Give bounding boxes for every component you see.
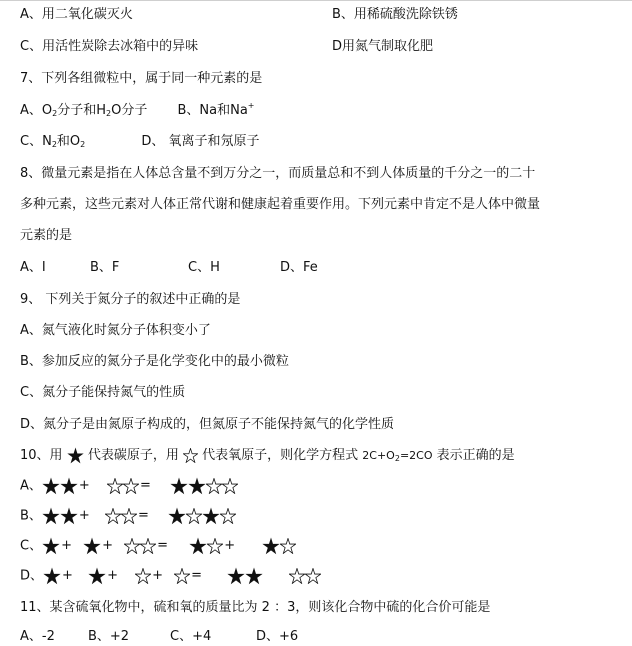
q11-stem: 11、某含硫氧化物中，硫和氧的质量比为 2 ：3，则该化合物中硫的化合价可能是 bbox=[20, 600, 491, 615]
q11-options bbox=[20, 628, 298, 646]
filled-star-icon bbox=[60, 507, 78, 525]
filled-star-icon bbox=[188, 477, 206, 495]
hollow-star-icon bbox=[207, 538, 223, 554]
hollow-star-icon bbox=[140, 538, 156, 554]
q7-stem: 7、下列各组微粒中，属于同一种元素的是 bbox=[20, 71, 263, 86]
q6-option-c: C、用活性炭除去冰箱中的异味 bbox=[20, 39, 199, 54]
q6-option-b: B、用稀硫酸洗除铁锈 bbox=[332, 7, 458, 22]
q10-option-b: B、 + = bbox=[20, 504, 236, 529]
filled-star-icon bbox=[42, 537, 60, 555]
filled-star-icon bbox=[245, 567, 263, 585]
filled-star-icon bbox=[42, 507, 60, 525]
filled-star-icon bbox=[83, 537, 101, 555]
filled-star-icon bbox=[227, 567, 245, 585]
q11-option-a: A、-2 bbox=[20, 629, 55, 644]
filled-star-icon bbox=[168, 507, 186, 525]
q10-option-c: C、 + + = + bbox=[20, 534, 296, 559]
hollow-star-icon bbox=[280, 538, 296, 554]
q10-option-a: A、 + = bbox=[20, 474, 238, 499]
filled-star-icon bbox=[67, 447, 84, 464]
filled-star-icon bbox=[42, 477, 60, 495]
hollow-star-icon bbox=[220, 508, 236, 524]
q11-option-b: B、+2 bbox=[88, 629, 130, 644]
page-top-border bbox=[0, 0, 632, 1]
hollow-star-icon bbox=[124, 538, 140, 554]
q9-stem: 9、 下列关于氮分子的叙述中正确的是 bbox=[20, 292, 241, 307]
filled-star-icon bbox=[170, 477, 188, 495]
filled-star-icon bbox=[43, 567, 61, 585]
q11-option-c: C、+4 bbox=[170, 629, 212, 644]
filled-star-icon bbox=[88, 567, 106, 585]
hollow-star-icon bbox=[183, 448, 198, 463]
filled-star-icon bbox=[262, 537, 280, 555]
q8-option-b: B、F bbox=[90, 260, 120, 275]
q8-stem-line2: 多种元素，这些元素对人体正常代谢和健康起着重要作用。下列元素中肯定不是人体中微量 bbox=[20, 197, 541, 212]
q6-option-d: D用氮气制取化肥 bbox=[332, 39, 434, 54]
hollow-star-icon bbox=[206, 478, 222, 494]
hollow-star-icon bbox=[289, 568, 305, 584]
hollow-star-icon bbox=[123, 478, 139, 494]
q10-option-d: D、 + + + = bbox=[20, 564, 321, 589]
q9-option-b: B、参加反应的氮分子是化学变化中的最小微粒 bbox=[20, 354, 289, 369]
q8-stem-line1: 8、微量元素是指在人体总含量不到万分之一，而质量总和不到人体质量的千分之一的二十 bbox=[20, 166, 536, 181]
q11-option-d: D、+6 bbox=[256, 629, 299, 644]
hollow-star-icon bbox=[107, 478, 123, 494]
chemical-equation: $2C+O_2=2CO$ bbox=[362, 449, 433, 463]
q6-option-a: A、用二氧化碳灭火 bbox=[20, 7, 133, 22]
hollow-star-icon bbox=[305, 568, 321, 584]
filled-star-icon bbox=[60, 477, 78, 495]
q9-option-a: A、氮气液化时氮分子体积变小了 bbox=[20, 323, 211, 338]
q8-options bbox=[20, 259, 318, 277]
q9-option-c: C、氮分子能保持氮气的性质 bbox=[20, 385, 186, 400]
q9-option-d: D、氮分子是由氮原子构成的，但氮原子不能保持氮气的化学性质 bbox=[20, 417, 395, 432]
hollow-star-icon bbox=[135, 568, 151, 584]
q7-option-b: B、Na和Na+ bbox=[177, 101, 255, 118]
hollow-star-icon bbox=[105, 508, 121, 524]
q7-option-d: D、 氧离子和氖原子 bbox=[141, 134, 260, 149]
q8-stem-line3: 元素的是 bbox=[20, 228, 73, 243]
q8-option-a: A、I bbox=[20, 260, 46, 275]
hollow-star-icon bbox=[222, 478, 238, 494]
q8-option-c: C、H bbox=[188, 260, 220, 275]
filled-star-icon bbox=[189, 537, 207, 555]
q7-options-cd bbox=[20, 133, 260, 151]
filled-star-icon bbox=[202, 507, 220, 525]
q8-option-d: D、Fe bbox=[280, 260, 318, 275]
hollow-star-icon bbox=[186, 508, 202, 524]
q7-option-c: C、$N_2$和$O_2$ bbox=[20, 134, 86, 149]
hollow-star-icon bbox=[174, 568, 190, 584]
q10-stem: 10、用 代表碳原子，用 代表氧原子，则化学方程式 $2C+O_2=2CO$ 表示正确的是 bbox=[20, 448, 515, 463]
q7-options-ab bbox=[20, 102, 255, 120]
q7-option-a: A、$O_2$分子和$H_2O$分子 bbox=[20, 103, 148, 118]
hollow-star-icon bbox=[121, 508, 137, 524]
